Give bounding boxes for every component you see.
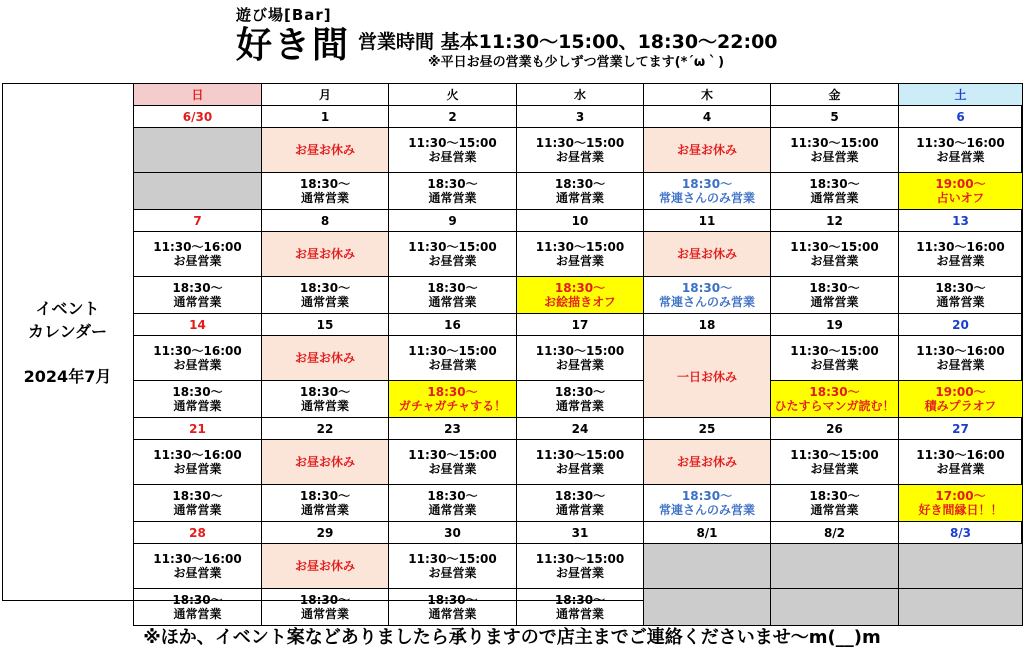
- logo: [236, 6, 351, 72]
- lunch-cell: 11:30～15:00 お昼営業: [389, 232, 517, 277]
- calendar-sidebar: [2, 83, 133, 601]
- date-row: [134, 418, 1023, 440]
- evening-cell: 18:30～ ガチャガチャする！: [389, 381, 517, 418]
- date-cell: 8/3: [899, 522, 1023, 544]
- date-row: [134, 522, 1023, 544]
- lunch-cell: お昼お休み: [262, 544, 389, 589]
- date-row: [134, 106, 1023, 128]
- lunch-cell: 11:30～16:00 お昼営業: [134, 336, 262, 381]
- evening-cell: 18:30～ 常連さんのみ営業: [644, 277, 771, 314]
- lunch-cell: 11:30～15:00 お昼営業: [389, 336, 517, 381]
- lunch-cell: 11:30～15:00 お昼営業: [389, 544, 517, 589]
- lunch-cell: 11:30～16:00 お昼営業: [899, 128, 1023, 173]
- lunch-cell: 11:30～15:00 お昼営業: [389, 128, 517, 173]
- lunch-cell: 11:30～15:00 お昼営業: [517, 336, 644, 381]
- weekday-header: 水: [517, 84, 644, 106]
- evening-cell: 18:30～ 通常営業: [134, 589, 262, 626]
- evening-row: [134, 277, 1023, 314]
- business-hours: 営業時間 基本11:30～15:00、18:30～22:00: [358, 31, 778, 53]
- lunch-cell: 11:30～16:00 お昼営業: [134, 232, 262, 277]
- lunch-cell: お昼お休み: [262, 232, 389, 277]
- evening-cell: 18:30～ 通常営業: [134, 485, 262, 522]
- lunch-cell: 11:30～16:00 お昼営業: [899, 440, 1023, 485]
- evening-cell: 18:30～ 常連さんのみ営業: [644, 485, 771, 522]
- evening-cell: 18:30～ 通常営業: [771, 485, 899, 522]
- lunch-cell: 11:30～16:00 お昼営業: [899, 232, 1023, 277]
- evening-cell: 18:30～ 通常営業: [517, 381, 644, 418]
- sidebar-title-event: イベント: [35, 298, 100, 318]
- evening-row: [134, 381, 1023, 418]
- date-cell: 13: [899, 210, 1023, 232]
- date-cell: 12: [771, 210, 899, 232]
- evening-cell: 18:30～ 通常営業: [771, 277, 899, 314]
- evening-row: [134, 589, 1023, 626]
- evening-cell: 18:30～ 通常営業: [517, 173, 644, 210]
- calendar-table: [133, 83, 1023, 626]
- weekday-header: 日: [134, 84, 262, 106]
- date-cell: 28: [134, 522, 262, 544]
- lunch-cell: 11:30～15:00 お昼営業: [517, 544, 644, 589]
- logo-subtitle: 遊び場[Bar]: [236, 6, 332, 24]
- evening-cell: [771, 589, 899, 626]
- evening-cell: [644, 589, 771, 626]
- lunch-cell: お昼お休み: [644, 440, 771, 485]
- lunch-cell: 11:30～15:00 お昼営業: [517, 232, 644, 277]
- date-cell: 29: [262, 522, 389, 544]
- evening-cell: 18:30～ 通常営業: [389, 589, 517, 626]
- evening-cell: 18:30～ 通常営業: [262, 173, 389, 210]
- evening-cell: 18:30～ 通常営業: [262, 381, 389, 418]
- lunch-cell: お昼お休み: [262, 440, 389, 485]
- date-cell: 17: [517, 314, 644, 336]
- lunch-cell: 11:30～15:00 お昼営業: [517, 128, 644, 173]
- lunch-cell: 11:30～16:00 お昼営業: [134, 544, 262, 589]
- lunch-row: [134, 128, 1023, 173]
- evening-cell: [134, 173, 262, 210]
- evening-cell: 18:30～ 通常営業: [899, 277, 1023, 314]
- footer-note: ※ほか、イベント案などありましたら承りますので店主までご連絡くださいませ～m(__)m: [143, 627, 881, 648]
- evening-cell: 18:30～ 通常営業: [262, 277, 389, 314]
- date-cell: 18: [644, 314, 771, 336]
- date-cell: 25: [644, 418, 771, 440]
- date-cell: 4: [644, 106, 771, 128]
- lunch-cell: 11:30～15:00 お昼営業: [771, 440, 899, 485]
- full-day-closed-cell: 一日お休み: [644, 336, 771, 418]
- lunch-cell: 11:30～15:00 お昼営業: [771, 232, 899, 277]
- evening-cell: 19:00～ 占いオフ: [899, 173, 1023, 210]
- sidebar-month: 2024年7月: [23, 366, 112, 386]
- date-cell: 6/30: [134, 106, 262, 128]
- date-cell: 8/1: [644, 522, 771, 544]
- date-cell: 6: [899, 106, 1023, 128]
- lunch-cell: [134, 128, 262, 173]
- date-cell: 9: [389, 210, 517, 232]
- date-cell: 10: [517, 210, 644, 232]
- date-cell: 24: [517, 418, 644, 440]
- date-cell: 30: [389, 522, 517, 544]
- date-cell: 8: [262, 210, 389, 232]
- evening-cell: [899, 589, 1023, 626]
- date-cell: 7: [134, 210, 262, 232]
- date-cell: 5: [771, 106, 899, 128]
- evening-cell: 18:30～ 通常営業: [517, 589, 644, 626]
- weekday-header-row: [134, 84, 1023, 106]
- sidebar-title-calendar: カレンダー: [28, 321, 107, 341]
- date-cell: 11: [644, 210, 771, 232]
- date-cell: 27: [899, 418, 1023, 440]
- lunch-cell: お昼お休み: [262, 336, 389, 381]
- date-row: [134, 314, 1023, 336]
- date-cell: 3: [517, 106, 644, 128]
- date-cell: 16: [389, 314, 517, 336]
- lunch-cell: 11:30～15:00 お昼営業: [517, 440, 644, 485]
- date-cell: 2: [389, 106, 517, 128]
- lunch-cell: お昼お休み: [262, 128, 389, 173]
- evening-cell: 17:00～ 好き間縁日！！: [899, 485, 1023, 522]
- date-cell: 31: [517, 522, 644, 544]
- evening-cell: 18:30～ 通常営業: [134, 381, 262, 418]
- evening-cell: 18:30～ ひたすらマンガ読む！: [771, 381, 899, 418]
- evening-row: [134, 173, 1023, 210]
- weekday-header: 火: [389, 84, 517, 106]
- weekday-header: 金: [771, 84, 899, 106]
- lunch-cell: お昼お休み: [644, 128, 771, 173]
- evening-cell: 18:30～ 通常営業: [262, 485, 389, 522]
- lunch-cell: 11:30～15:00 お昼営業: [771, 336, 899, 381]
- evening-cell: 18:30～ 通常営業: [389, 173, 517, 210]
- evening-cell: 18:30～ 通常営業: [389, 485, 517, 522]
- lunch-cell: お昼お休み: [644, 232, 771, 277]
- weekday-header: 月: [262, 84, 389, 106]
- evening-cell: 18:30～ 通常営業: [771, 173, 899, 210]
- evening-cell: 18:30～ 常連さんのみ営業: [644, 173, 771, 210]
- date-row: [134, 210, 1023, 232]
- weekday-header: 土: [899, 84, 1023, 106]
- evening-row: [134, 485, 1023, 522]
- lunch-cell: 11:30～15:00 お昼営業: [389, 440, 517, 485]
- evening-cell: 18:30～ お絵描きオフ: [517, 277, 644, 314]
- lunch-row: [134, 544, 1023, 589]
- date-cell: 22: [262, 418, 389, 440]
- date-cell: 8/2: [771, 522, 899, 544]
- weekday-header: 木: [644, 84, 771, 106]
- lunch-cell: 11:30～15:00 お昼営業: [771, 128, 899, 173]
- logo-title: 好き間: [236, 25, 351, 66]
- date-cell: 15: [262, 314, 389, 336]
- date-cell: 26: [771, 418, 899, 440]
- evening-cell: 18:30～ 通常営業: [389, 277, 517, 314]
- lunch-row: [134, 336, 1023, 381]
- date-cell: 20: [899, 314, 1023, 336]
- lunch-cell: [899, 544, 1023, 589]
- lunch-cell: 11:30～16:00 お昼営業: [134, 440, 262, 485]
- date-cell: 1: [262, 106, 389, 128]
- date-cell: 23: [389, 418, 517, 440]
- evening-cell: 18:30～ 通常営業: [134, 277, 262, 314]
- evening-cell: 19:00～ 積みプラオフ: [899, 381, 1023, 418]
- lunch-row: [134, 440, 1023, 485]
- date-cell: 21: [134, 418, 262, 440]
- date-cell: 19: [771, 314, 899, 336]
- lunch-cell: [771, 544, 899, 589]
- weekday-lunch-note: ※平日お昼の営業も少しずつ営業してます(*´ω｀): [428, 55, 725, 70]
- lunch-row: [134, 232, 1023, 277]
- evening-cell: 18:30～ 通常営業: [262, 589, 389, 626]
- evening-cell: 18:30～ 通常営業: [517, 485, 644, 522]
- lunch-cell: [644, 544, 771, 589]
- date-cell: 14: [134, 314, 262, 336]
- lunch-cell: 11:30～16:00 お昼営業: [899, 336, 1023, 381]
